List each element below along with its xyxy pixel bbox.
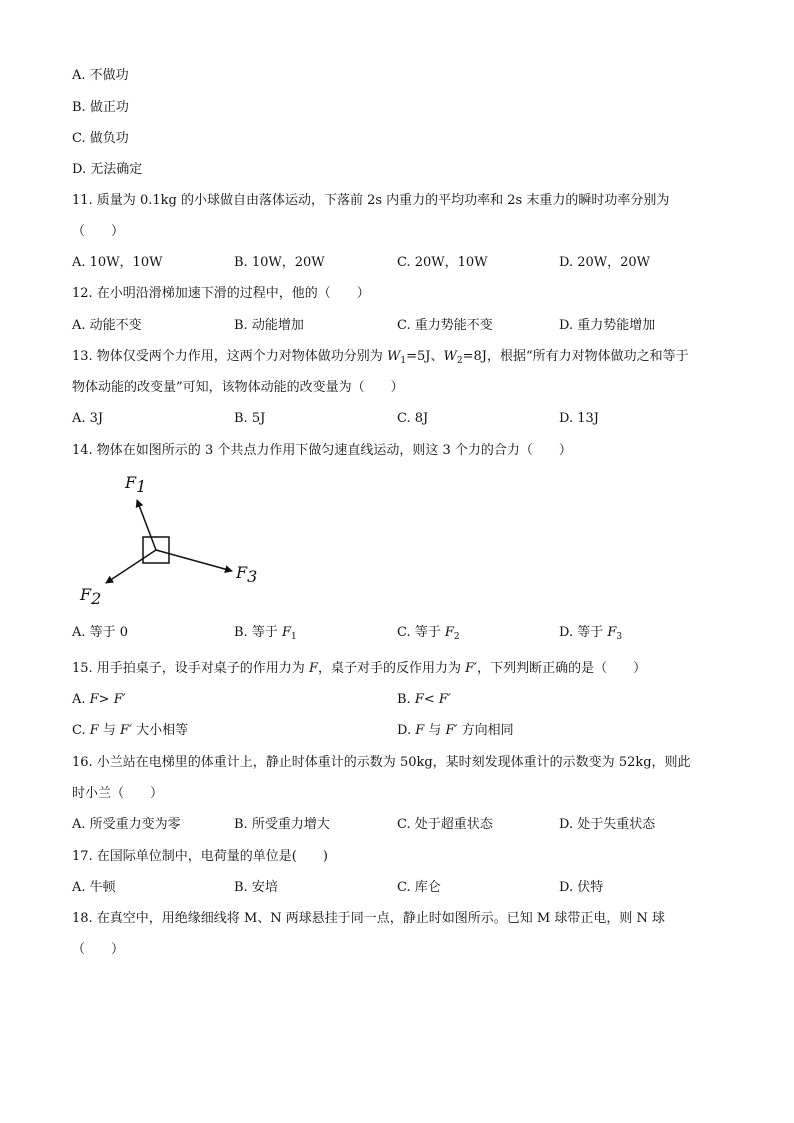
q13-option-b: B. 5J — [234, 411, 266, 426]
q14-option-b: B. 等于 $F_1$ — [234, 625, 297, 642]
q17-stem: 17. 在国际单位制中，电荷量的单位是( ) — [72, 849, 328, 864]
q16-option-d: D. 处于失重状态 — [559, 817, 656, 832]
q10-option-b: B. 做正功 — [72, 100, 129, 115]
label-f1: F1 — [125, 473, 147, 496]
q17-option-a: A. 牛顿 — [72, 880, 116, 895]
force-f3-arrow — [156, 550, 232, 571]
q13-w2-subscript: 2 — [456, 356, 463, 366]
q10-option-a: A. 不做功 — [72, 68, 129, 83]
q16-options — [72, 816, 732, 834]
q16-option-c: C. 处于超重状态 — [397, 817, 493, 832]
q13-w1-symbol: W — [386, 349, 401, 364]
q15-option-c: C. F 与 F′ 大小相等 — [72, 723, 189, 738]
q15-option-b: B. F< F′ — [397, 692, 451, 707]
q15-options-row2 — [72, 722, 732, 740]
q14-option-d: D. 等于 $F_3$ — [559, 625, 623, 642]
force-f2-arrow — [106, 550, 156, 583]
q13-w2-symbol: W — [443, 349, 457, 364]
q13-options — [72, 410, 732, 428]
q15-options-row1 — [72, 691, 732, 709]
q12-option-b: B. 动能增加 — [234, 318, 304, 333]
q12-option-a: A. 动能不变 — [72, 318, 142, 333]
q17-option-d: D. 伏特 — [559, 880, 604, 895]
q11-stem-line2: （ ） — [72, 224, 125, 239]
q12-option-d: D. 重力势能增加 — [559, 318, 656, 333]
q14-force-diagram — [72, 470, 272, 610]
q12-option-c: C. 重力势能不变 — [397, 318, 493, 333]
q14-option-c: C. 等于 $F_2$ — [397, 625, 460, 642]
q13-option-a: A. 3J — [72, 411, 104, 426]
q17-option-c: C. 库仑 — [397, 880, 441, 895]
label-f2: F2 — [80, 585, 102, 608]
q10-option-c: C. 做负功 — [72, 131, 129, 146]
q13-stem-text-a: 13. 物体仅受两个力作用，这两个力对物体做功分别为 — [72, 349, 387, 364]
q16-option-a: A. 所受重力变为零 — [72, 817, 181, 832]
q13-w1-value: =5J、 — [406, 349, 444, 364]
q12-options — [72, 317, 732, 335]
q13-option-d: D. 13J — [559, 411, 599, 426]
q13-w2-value: =8J，根据“所有力对物体做功之和等于 — [462, 349, 689, 364]
q16-stem-line1: 16. 小兰站在电梯里的体重计上，静止时体重计的示数为 50kg，某时刻发现体重计的示数变为 52kg，则此 — [72, 755, 691, 770]
force-f1-arrow — [137, 500, 156, 550]
q16-stem-line2: 时小兰（ ） — [72, 786, 164, 801]
q15-stem: 15. 用手拍桌子，设手对桌子的作用力为 F，桌子对手的反作用力为 F′，下列判断正确的是（ ） — [72, 661, 647, 676]
q15-option-d: D. F 与 F′ 方向相同 — [397, 723, 514, 738]
q11-option-b: B. 10W，20W — [234, 255, 325, 270]
q12-stem: 12. 在小明沿滑梯加速下滑的过程中，他的（ ） — [72, 286, 370, 301]
q15-option-a: A. F> F′ — [72, 692, 126, 707]
q11-option-d: D. 20W，20W — [559, 255, 651, 270]
q13-stem-line1 — [72, 348, 689, 366]
q18-stem-line2: （ ） — [72, 942, 125, 957]
q17-options — [72, 879, 732, 897]
q18-stem-line1: 18. 在真空中，用绝缘细线将 M、N 两球悬挂于同一点，静止时如图所示。已知 M 球带正电，则 N 球 — [72, 911, 665, 926]
q14-option-a: A. 等于 0 — [72, 625, 129, 640]
q11-option-c: C. 20W，10W — [397, 255, 488, 270]
q13-stem-line2: 物体动能的改变量”可知，该物体动能的改变量为（ ） — [72, 380, 404, 395]
label-f3: F3 — [236, 563, 258, 586]
q14-stem: 14. 物体在如图所示的 3 个共点力作用下做匀速直线运动，则这 3 个力的合力（ ） — [72, 443, 572, 458]
q10-option-d: D. 无法确定 — [72, 162, 143, 177]
q14-options — [72, 624, 732, 642]
q17-option-b: B. 安培 — [234, 880, 278, 895]
q16-option-b: B. 所受重力增大 — [234, 817, 330, 832]
q11-options — [72, 254, 732, 272]
q13-option-c: C. 8J — [397, 411, 429, 426]
q13-w1-subscript: 1 — [400, 356, 407, 366]
q11-stem-line1: 11. 质量为 0.1kg 的小球做自由落体运动，下落前 2s 内重力的平均功率和 2s 末重力的瞬时功率分别为 — [72, 193, 670, 208]
q11-option-a: A. 10W，10W — [72, 255, 163, 270]
